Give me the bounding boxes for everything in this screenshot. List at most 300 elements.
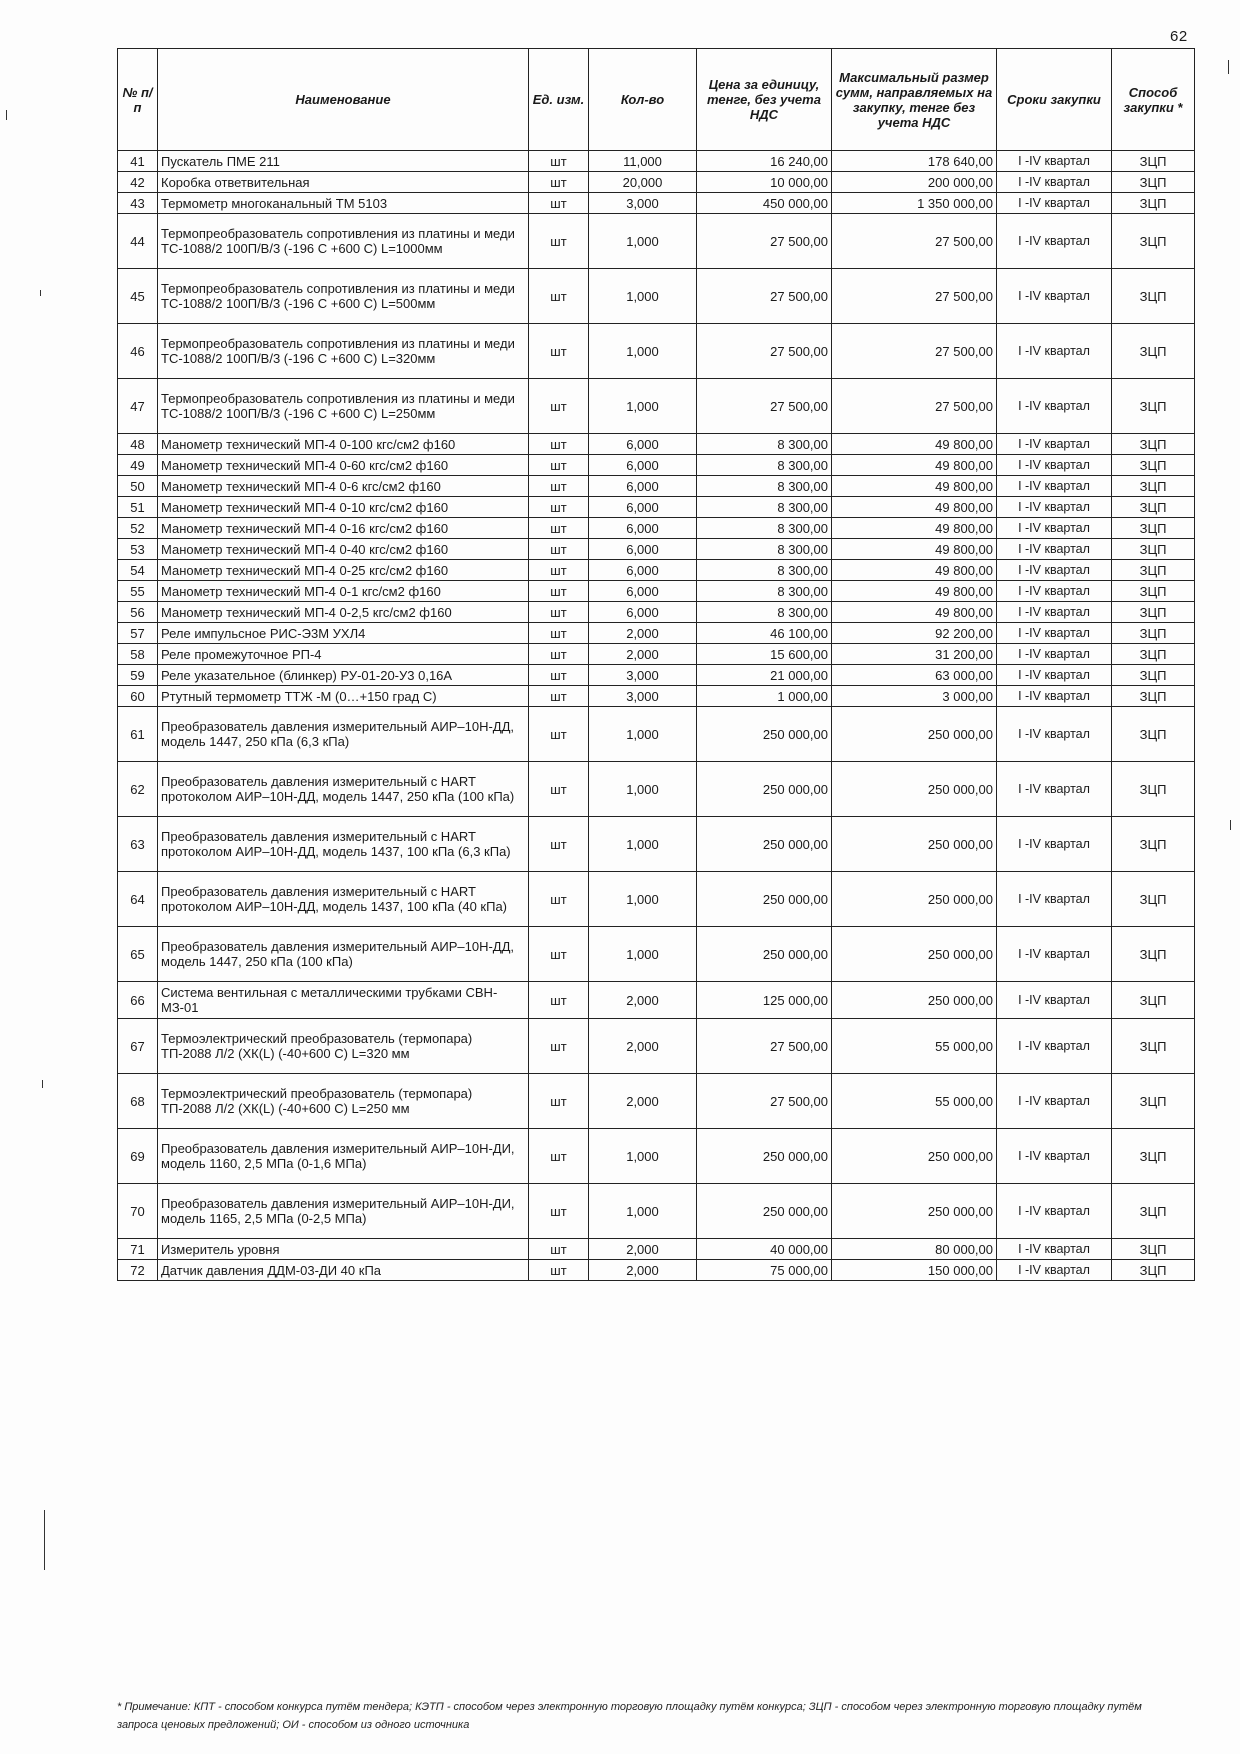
cell-method: ЗЦП <box>1112 982 1195 1019</box>
cell-unit: шт <box>529 686 589 707</box>
cell-max-sum: 250 000,00 <box>832 1129 997 1184</box>
header-period: Сроки закупки <box>997 49 1112 151</box>
cell-qty: 6,000 <box>589 497 697 518</box>
cell-name: Коробка ответвительная <box>158 172 529 193</box>
cell-unit: шт <box>529 602 589 623</box>
cell-num: 48 <box>118 434 158 455</box>
cell-unit: шт <box>529 518 589 539</box>
cell-period: I -IV квартал <box>997 269 1112 324</box>
cell-method: ЗЦП <box>1112 707 1195 762</box>
scan-speck <box>1228 60 1229 74</box>
header-unit: Ед. изм. <box>529 49 589 151</box>
cell-name: Термопреобразователь сопротивления из платины и меди ТС-1088/2 100П/В/3 (-196 С +600 С) L=500мм <box>158 269 529 324</box>
cell-unit: шт <box>529 927 589 982</box>
cell-name: Манометр технический МП-4 0-100 кгс/см2 ф160 <box>158 434 529 455</box>
cell-qty: 1,000 <box>589 214 697 269</box>
cell-qty: 1,000 <box>589 269 697 324</box>
cell-period: I -IV квартал <box>997 1019 1112 1074</box>
cell-name: Датчик давления ДДМ-03-ДИ 40 кПа <box>158 1260 529 1281</box>
scan-speck <box>40 290 41 296</box>
cell-period: I -IV квартал <box>997 665 1112 686</box>
table-row <box>118 455 1195 476</box>
cell-unit: шт <box>529 762 589 817</box>
cell-method: ЗЦП <box>1112 379 1195 434</box>
table-row <box>118 324 1195 379</box>
table-row <box>118 665 1195 686</box>
cell-max-sum: 250 000,00 <box>832 872 997 927</box>
cell-max-sum: 49 800,00 <box>832 581 997 602</box>
cell-period: I -IV квартал <box>997 324 1112 379</box>
cell-max-sum: 49 800,00 <box>832 497 997 518</box>
cell-period: I -IV квартал <box>997 872 1112 927</box>
cell-price: 27 500,00 <box>697 379 832 434</box>
cell-qty: 1,000 <box>589 872 697 927</box>
cell-period: I -IV квартал <box>997 193 1112 214</box>
cell-name: Манометр технический МП-4 0-6 кгс/см2 ф160 <box>158 476 529 497</box>
cell-max-sum: 178 640,00 <box>832 151 997 172</box>
cell-price: 8 300,00 <box>697 539 832 560</box>
cell-num: 43 <box>118 193 158 214</box>
cell-qty: 1,000 <box>589 817 697 872</box>
table-row <box>118 602 1195 623</box>
cell-price: 450 000,00 <box>697 193 832 214</box>
cell-unit: шт <box>529 560 589 581</box>
cell-max-sum: 80 000,00 <box>832 1239 997 1260</box>
cell-qty: 1,000 <box>589 1184 697 1239</box>
cell-max-sum: 27 500,00 <box>832 324 997 379</box>
cell-max-sum: 200 000,00 <box>832 172 997 193</box>
procurement-table <box>117 48 1195 1281</box>
cell-method: ЗЦП <box>1112 539 1195 560</box>
cell-name: Термопреобразователь сопротивления из платины и меди ТС-1088/2 100П/В/3 (-196 С +600 С) L=1000мм <box>158 214 529 269</box>
header-qty: Кол-во <box>589 49 697 151</box>
table-row <box>118 518 1195 539</box>
cell-period: I -IV квартал <box>997 379 1112 434</box>
table-row <box>118 1260 1195 1281</box>
cell-num: 60 <box>118 686 158 707</box>
cell-price: 27 500,00 <box>697 269 832 324</box>
cell-price: 75 000,00 <box>697 1260 832 1281</box>
cell-price: 8 300,00 <box>697 434 832 455</box>
cell-method: ЗЦП <box>1112 434 1195 455</box>
cell-max-sum: 250 000,00 <box>832 707 997 762</box>
cell-method: ЗЦП <box>1112 1239 1195 1260</box>
cell-method: ЗЦП <box>1112 1129 1195 1184</box>
cell-price: 8 300,00 <box>697 518 832 539</box>
cell-num: 63 <box>118 817 158 872</box>
cell-qty: 6,000 <box>589 602 697 623</box>
cell-qty: 2,000 <box>589 1239 697 1260</box>
cell-unit: шт <box>529 497 589 518</box>
cell-num: 52 <box>118 518 158 539</box>
cell-qty: 2,000 <box>589 644 697 665</box>
cell-name: Преобразователь давления измерительный с HART протоколом АИР–10Н-ДД, модель 1447, 250 кПа (100 кПа) <box>158 762 529 817</box>
cell-period: I -IV квартал <box>997 539 1112 560</box>
cell-price: 8 300,00 <box>697 602 832 623</box>
cell-period: I -IV квартал <box>997 214 1112 269</box>
cell-num: 41 <box>118 151 158 172</box>
cell-method: ЗЦП <box>1112 1184 1195 1239</box>
cell-price: 46 100,00 <box>697 623 832 644</box>
cell-name: Термопреобразователь сопротивления из платины и меди ТС-1088/2 100П/В/3 (-196 С +600 С) L=320мм <box>158 324 529 379</box>
cell-method: ЗЦП <box>1112 686 1195 707</box>
cell-price: 125 000,00 <box>697 982 832 1019</box>
cell-num: 66 <box>118 982 158 1019</box>
table-row <box>118 1019 1195 1074</box>
cell-max-sum: 49 800,00 <box>832 560 997 581</box>
cell-method: ЗЦП <box>1112 214 1195 269</box>
cell-unit: шт <box>529 982 589 1019</box>
cell-max-sum: 63 000,00 <box>832 665 997 686</box>
cell-method: ЗЦП <box>1112 560 1195 581</box>
cell-name: Система вентильная с металлическими трубками СВН-МЗ-01 <box>158 982 529 1019</box>
cell-period: I -IV квартал <box>997 927 1112 982</box>
table-row <box>118 379 1195 434</box>
cell-method: ЗЦП <box>1112 623 1195 644</box>
cell-method: ЗЦП <box>1112 269 1195 324</box>
cell-name: Преобразователь давления измерительный АИР–10Н-ДИ, модель 1165, 2,5 МПа (0-2,5 МПа) <box>158 1184 529 1239</box>
cell-name: Реле указательное (блинкер) РУ-01-20-У3 0,16А <box>158 665 529 686</box>
cell-num: 61 <box>118 707 158 762</box>
cell-price: 250 000,00 <box>697 1184 832 1239</box>
cell-name: Термоэлектрический преобразователь (термопара) ТП-2088 Л/2 (ХК(L) (-40+600 С) L=320 мм <box>158 1019 529 1074</box>
cell-period: I -IV квартал <box>997 1239 1112 1260</box>
cell-name: Манометр технический МП-4 0-40 кгс/см2 ф160 <box>158 539 529 560</box>
cell-unit: шт <box>529 707 589 762</box>
cell-qty: 1,000 <box>589 379 697 434</box>
cell-period: I -IV квартал <box>997 581 1112 602</box>
cell-qty: 6,000 <box>589 560 697 581</box>
cell-price: 27 500,00 <box>697 324 832 379</box>
cell-method: ЗЦП <box>1112 1074 1195 1129</box>
cell-price: 15 600,00 <box>697 644 832 665</box>
cell-unit: шт <box>529 872 589 927</box>
cell-price: 16 240,00 <box>697 151 832 172</box>
cell-period: I -IV квартал <box>997 1074 1112 1129</box>
table-row <box>118 269 1195 324</box>
cell-max-sum: 250 000,00 <box>832 762 997 817</box>
table-row <box>118 581 1195 602</box>
cell-qty: 1,000 <box>589 927 697 982</box>
cell-period: I -IV квартал <box>997 1260 1112 1281</box>
cell-max-sum: 49 800,00 <box>832 476 997 497</box>
cell-num: 44 <box>118 214 158 269</box>
cell-max-sum: 92 200,00 <box>832 623 997 644</box>
cell-price: 250 000,00 <box>697 927 832 982</box>
table-row <box>118 497 1195 518</box>
cell-period: I -IV квартал <box>997 518 1112 539</box>
cell-qty: 6,000 <box>589 434 697 455</box>
cell-unit: шт <box>529 172 589 193</box>
cell-unit: шт <box>529 1239 589 1260</box>
cell-period: I -IV квартал <box>997 560 1112 581</box>
cell-period: I -IV квартал <box>997 707 1112 762</box>
cell-num: 42 <box>118 172 158 193</box>
header-num: № п/п <box>118 49 158 151</box>
cell-qty: 2,000 <box>589 1019 697 1074</box>
cell-unit: шт <box>529 665 589 686</box>
cell-num: 47 <box>118 379 158 434</box>
cell-num: 59 <box>118 665 158 686</box>
cell-name: Преобразователь давления измерительный АИР–10Н-ДД, модель 1447, 250 кПа (100 кПа) <box>158 927 529 982</box>
cell-method: ЗЦП <box>1112 324 1195 379</box>
cell-price: 8 300,00 <box>697 476 832 497</box>
cell-unit: шт <box>529 214 589 269</box>
cell-name: Термопреобразователь сопротивления из платины и меди ТС-1088/2 100П/В/3 (-196 С +600 С) L=250мм <box>158 379 529 434</box>
cell-qty: 6,000 <box>589 539 697 560</box>
table-body <box>118 151 1195 1281</box>
cell-max-sum: 55 000,00 <box>832 1074 997 1129</box>
scan-speck <box>44 1510 45 1570</box>
cell-max-sum: 49 800,00 <box>832 539 997 560</box>
cell-period: I -IV квартал <box>997 982 1112 1019</box>
cell-qty: 11,000 <box>589 151 697 172</box>
cell-method: ЗЦП <box>1112 172 1195 193</box>
cell-price: 21 000,00 <box>697 665 832 686</box>
cell-price: 8 300,00 <box>697 497 832 518</box>
table-row <box>118 1074 1195 1129</box>
cell-num: 69 <box>118 1129 158 1184</box>
cell-method: ЗЦП <box>1112 644 1195 665</box>
cell-period: I -IV квартал <box>997 172 1112 193</box>
cell-price: 250 000,00 <box>697 872 832 927</box>
cell-unit: шт <box>529 623 589 644</box>
cell-qty: 2,000 <box>589 982 697 1019</box>
cell-period: I -IV квартал <box>997 644 1112 665</box>
cell-qty: 1,000 <box>589 762 697 817</box>
cell-method: ЗЦП <box>1112 762 1195 817</box>
cell-num: 58 <box>118 644 158 665</box>
cell-name: Манометр технический МП-4 0-1 кгс/см2 ф160 <box>158 581 529 602</box>
scan-speck <box>1230 820 1231 830</box>
cell-unit: шт <box>529 324 589 379</box>
cell-price: 27 500,00 <box>697 1019 832 1074</box>
cell-price: 1 000,00 <box>697 686 832 707</box>
cell-max-sum: 250 000,00 <box>832 982 997 1019</box>
table-row <box>118 762 1195 817</box>
cell-max-sum: 49 800,00 <box>832 602 997 623</box>
cell-qty: 3,000 <box>589 686 697 707</box>
cell-name: Пускатель ПМЕ 211 <box>158 151 529 172</box>
cell-name: Преобразователь давления измерительный АИР–10Н-ДИ, модель 1160, 2,5 МПа (0-1,6 МПа) <box>158 1129 529 1184</box>
cell-period: I -IV квартал <box>997 817 1112 872</box>
table-row <box>118 982 1195 1019</box>
cell-qty: 6,000 <box>589 455 697 476</box>
cell-num: 65 <box>118 927 158 982</box>
cell-method: ЗЦП <box>1112 927 1195 982</box>
cell-qty: 1,000 <box>589 324 697 379</box>
cell-method: ЗЦП <box>1112 455 1195 476</box>
cell-method: ЗЦП <box>1112 497 1195 518</box>
header-max-sum: Максимальный размер сумм, направляемых на закупку, тенге без учета НДС <box>832 49 997 151</box>
cell-method: ЗЦП <box>1112 872 1195 927</box>
cell-period: I -IV квартал <box>997 602 1112 623</box>
table-row <box>118 151 1195 172</box>
cell-num: 68 <box>118 1074 158 1129</box>
cell-qty: 20,000 <box>589 172 697 193</box>
cell-name: Манометр технический МП-4 0-2,5 кгс/см2 ф160 <box>158 602 529 623</box>
cell-period: I -IV квартал <box>997 497 1112 518</box>
table-row <box>118 927 1195 982</box>
cell-max-sum: 3 000,00 <box>832 686 997 707</box>
table-row <box>118 686 1195 707</box>
cell-name: Ртутный термометр ТТЖ -М (0…+150 град С) <box>158 686 529 707</box>
cell-num: 51 <box>118 497 158 518</box>
scan-speck <box>6 110 7 120</box>
cell-num: 49 <box>118 455 158 476</box>
cell-num: 72 <box>118 1260 158 1281</box>
cell-unit: шт <box>529 379 589 434</box>
cell-max-sum: 250 000,00 <box>832 1184 997 1239</box>
cell-num: 64 <box>118 872 158 927</box>
cell-qty: 6,000 <box>589 476 697 497</box>
cell-qty: 6,000 <box>589 518 697 539</box>
cell-unit: шт <box>529 1019 589 1074</box>
cell-method: ЗЦП <box>1112 476 1195 497</box>
cell-period: I -IV квартал <box>997 455 1112 476</box>
cell-name: Преобразователь давления измерительный АИР–10Н-ДД, модель 1447, 250 кПа (6,3 кПа) <box>158 707 529 762</box>
header-name: Наименование <box>158 49 529 151</box>
cell-max-sum: 150 000,00 <box>832 1260 997 1281</box>
cell-name: Манометр технический МП-4 0-60 кгс/см2 ф160 <box>158 455 529 476</box>
cell-qty: 3,000 <box>589 193 697 214</box>
cell-max-sum: 250 000,00 <box>832 817 997 872</box>
cell-max-sum: 49 800,00 <box>832 455 997 476</box>
cell-price: 27 500,00 <box>697 214 832 269</box>
cell-method: ЗЦП <box>1112 817 1195 872</box>
cell-num: 53 <box>118 539 158 560</box>
header-method: Способ закупки * <box>1112 49 1195 151</box>
cell-unit: шт <box>529 476 589 497</box>
cell-num: 55 <box>118 581 158 602</box>
cell-price: 250 000,00 <box>697 762 832 817</box>
cell-max-sum: 55 000,00 <box>832 1019 997 1074</box>
cell-qty: 2,000 <box>589 1260 697 1281</box>
cell-unit: шт <box>529 644 589 665</box>
cell-price: 8 300,00 <box>697 560 832 581</box>
cell-unit: шт <box>529 1129 589 1184</box>
cell-max-sum: 31 200,00 <box>832 644 997 665</box>
cell-num: 70 <box>118 1184 158 1239</box>
cell-period: I -IV квартал <box>997 623 1112 644</box>
cell-price: 250 000,00 <box>697 1129 832 1184</box>
cell-method: ЗЦП <box>1112 518 1195 539</box>
header-price: Цена за единицу, тенге, без учета НДС <box>697 49 832 151</box>
table-row <box>118 434 1195 455</box>
cell-period: I -IV квартал <box>997 1184 1112 1239</box>
cell-period: I -IV квартал <box>997 1129 1112 1184</box>
cell-unit: шт <box>529 151 589 172</box>
cell-method: ЗЦП <box>1112 1260 1195 1281</box>
cell-qty: 1,000 <box>589 1129 697 1184</box>
footnote: * Примечание: КПТ - способом конкурса путём тендера; КЭТП - способом через электронную торговую площадку путём конкурса; ЗЦП - способом через электронную торговую площадку путём запроса ценовых предложений; ОИ - способом из одного источника <box>117 1701 1142 1731</box>
cell-name: Термоэлектрический преобразователь (термопара) ТП-2088 Л/2 (ХК(L) (-40+600 С) L=250 мм <box>158 1074 529 1129</box>
cell-num: 57 <box>118 623 158 644</box>
cell-period: I -IV квартал <box>997 151 1112 172</box>
cell-unit: шт <box>529 539 589 560</box>
cell-method: ЗЦП <box>1112 193 1195 214</box>
cell-price: 27 500,00 <box>697 1074 832 1129</box>
cell-qty: 1,000 <box>589 707 697 762</box>
cell-name: Преобразователь давления измерительный с HART протоколом АИР–10Н-ДД, модель 1437, 100 кПа (6,3 кПа) <box>158 817 529 872</box>
cell-price: 250 000,00 <box>697 707 832 762</box>
table-row <box>118 1184 1195 1239</box>
cell-num: 71 <box>118 1239 158 1260</box>
cell-max-sum: 27 500,00 <box>832 379 997 434</box>
table-row <box>118 644 1195 665</box>
cell-qty: 2,000 <box>589 1074 697 1129</box>
cell-name: Преобразователь давления измерительный с HART протоколом АИР–10Н-ДД, модель 1437, 100 кПа (40 кПа) <box>158 872 529 927</box>
cell-unit: шт <box>529 581 589 602</box>
cell-method: ЗЦП <box>1112 151 1195 172</box>
table-header-row <box>118 49 1195 151</box>
cell-qty: 2,000 <box>589 623 697 644</box>
cell-max-sum: 250 000,00 <box>832 927 997 982</box>
cell-unit: шт <box>529 193 589 214</box>
cell-max-sum: 1 350 000,00 <box>832 193 997 214</box>
table-row <box>118 560 1195 581</box>
cell-num: 50 <box>118 476 158 497</box>
cell-period: I -IV квартал <box>997 762 1112 817</box>
cell-price: 250 000,00 <box>697 817 832 872</box>
cell-num: 56 <box>118 602 158 623</box>
cell-num: 62 <box>118 762 158 817</box>
table-row <box>118 539 1195 560</box>
cell-name: Реле промежуточное РП-4 <box>158 644 529 665</box>
table-row <box>118 476 1195 497</box>
cell-unit: шт <box>529 1260 589 1281</box>
cell-unit: шт <box>529 434 589 455</box>
cell-method: ЗЦП <box>1112 665 1195 686</box>
cell-max-sum: 27 500,00 <box>832 269 997 324</box>
cell-method: ЗЦП <box>1112 581 1195 602</box>
cell-name: Манометр технический МП-4 0-25 кгс/см2 ф160 <box>158 560 529 581</box>
table-row <box>118 817 1195 872</box>
cell-price: 40 000,00 <box>697 1239 832 1260</box>
cell-price: 10 000,00 <box>697 172 832 193</box>
table-row <box>118 1239 1195 1260</box>
cell-unit: шт <box>529 817 589 872</box>
table-row <box>118 172 1195 193</box>
cell-qty: 6,000 <box>589 581 697 602</box>
cell-name: Измеритель уровня <box>158 1239 529 1260</box>
cell-method: ЗЦП <box>1112 602 1195 623</box>
cell-max-sum: 49 800,00 <box>832 434 997 455</box>
cell-unit: шт <box>529 269 589 324</box>
cell-unit: шт <box>529 1184 589 1239</box>
table-row <box>118 193 1195 214</box>
cell-period: I -IV квартал <box>997 686 1112 707</box>
cell-price: 8 300,00 <box>697 455 832 476</box>
page-number: 62 <box>1170 28 1188 45</box>
cell-period: I -IV квартал <box>997 476 1112 497</box>
cell-unit: шт <box>529 1074 589 1129</box>
table-row <box>118 623 1195 644</box>
cell-name: Манометр технический МП-4 0-16 кгс/см2 ф160 <box>158 518 529 539</box>
cell-name: Реле импульсное РИС-Э3М УХЛ4 <box>158 623 529 644</box>
cell-price: 8 300,00 <box>697 581 832 602</box>
cell-period: I -IV квартал <box>997 434 1112 455</box>
table-row <box>118 214 1195 269</box>
table-row <box>118 872 1195 927</box>
scan-speck <box>42 1080 43 1088</box>
cell-qty: 3,000 <box>589 665 697 686</box>
cell-name: Термометр многоканальный ТМ 5103 <box>158 193 529 214</box>
cell-method: ЗЦП <box>1112 1019 1195 1074</box>
cell-name: Манометр технический МП-4 0-10 кгс/см2 ф160 <box>158 497 529 518</box>
table-row <box>118 1129 1195 1184</box>
cell-num: 67 <box>118 1019 158 1074</box>
